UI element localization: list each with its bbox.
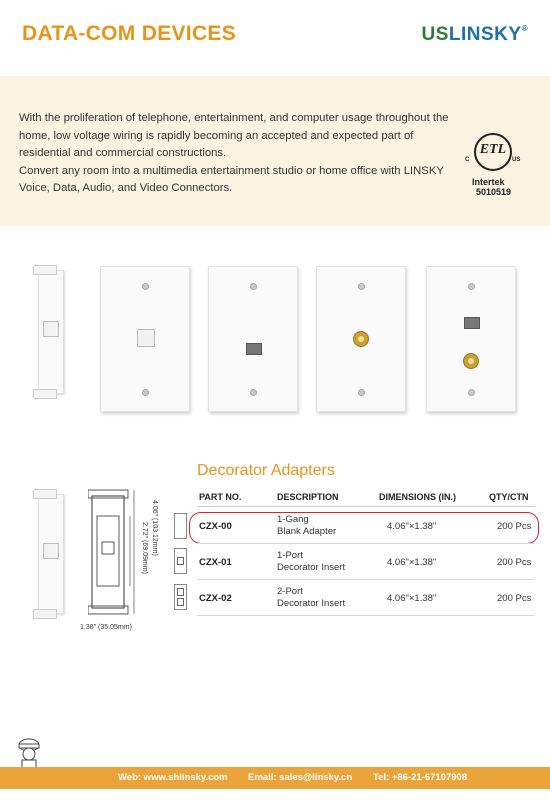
dimensions: 4.06"×1.38" <box>387 557 437 568</box>
dimensions: 4.06"×1.38" <box>387 521 437 532</box>
quantity: 200 Pcs <box>497 593 532 604</box>
cert-us-label: US <box>512 157 521 163</box>
adapter-ear-top <box>33 489 57 499</box>
wall-plate-phone-jack-image <box>208 266 298 412</box>
header-part-no: PART NO. <box>199 492 242 502</box>
logo-reg-mark: ® <box>521 24 528 33</box>
wall-plate-phone-coax-image <box>426 266 516 412</box>
logo-linsky: LINSKY <box>448 24 522 45</box>
cert-number: 5010519 <box>476 187 512 197</box>
screw-icon <box>250 389 257 396</box>
decorator-adapter-image <box>38 270 64 394</box>
part-no: CZX-01 <box>199 557 232 568</box>
description-line1: 2-Port <box>277 586 303 597</box>
description-line2: Blank Adapter <box>277 526 337 537</box>
footer-email[interactable]: Email: sales@linsky.cn <box>248 772 353 783</box>
brand-logo <box>422 24 529 46</box>
description-line2: Decorator Insert <box>277 562 346 573</box>
screw-icon <box>468 283 475 290</box>
quantity: 200 Pcs <box>497 557 532 568</box>
header-dimensions: DIMENSIONS (IN.) <box>379 492 457 502</box>
intro-paragraph-2: Convert any room into a multimedia entertainment studio or home office with LINSKY Voice, Data, Audio, and Video Connectors. <box>19 164 444 194</box>
screw-icon <box>142 283 149 290</box>
intro-text <box>19 110 459 198</box>
part-no: CZX-02 <box>199 593 232 604</box>
blank-adapter-mini-icon <box>174 513 187 539</box>
coax-connector-icon <box>463 353 479 369</box>
phone-jack-icon <box>464 317 480 329</box>
screw-icon <box>358 283 365 290</box>
inner-dimension-label: 2.72" (69.09mm) <box>141 522 148 574</box>
phone-jack-icon <box>246 343 262 355</box>
intro-paragraph-1: With the proliferation of telephone, entertainment, and computer usage throughout the home, low voltage wiring is rapidly becoming an accepted and expected part of residential and commercial constructions. <box>19 112 449 159</box>
description-line1: 1-Port <box>277 550 303 561</box>
wall-plate-1-port-image <box>100 266 190 412</box>
etl-mark-icon: ETL <box>474 133 512 171</box>
screw-icon <box>142 389 149 396</box>
footer-web[interactable]: Web: www.shlinsky.com <box>118 772 228 783</box>
table-row <box>197 582 535 616</box>
cert-company: Intertek <box>472 177 505 187</box>
description-line1: 1-Gang <box>277 514 309 525</box>
description-line2: Decorator Insert <box>277 598 346 609</box>
screw-icon <box>468 389 475 396</box>
screw-icon <box>358 389 365 396</box>
keystone-opening <box>137 329 155 347</box>
height-dimension-label: 4.06" (103.12mm) <box>151 500 158 556</box>
header-description: DESCRIPTION <box>277 492 339 502</box>
coax-connector-icon <box>353 331 369 347</box>
table-row <box>197 546 535 580</box>
header-qty: QTY/CTN <box>489 492 529 502</box>
page-title: DATA-COM DEVICES <box>22 22 237 45</box>
cert-c-label: C <box>465 157 470 163</box>
adapter-ear-bottom <box>33 609 57 619</box>
section-title: Decorator Adapters <box>197 462 335 479</box>
wall-plate-coax-image <box>316 266 406 412</box>
dimensions: 4.06"×1.38" <box>387 593 437 604</box>
footer-bar <box>0 767 550 789</box>
quantity: 200 Pcs <box>497 521 532 532</box>
two-port-mini-icon <box>174 584 187 610</box>
footer-tel: Tel: +86-21-67107908 <box>373 772 468 783</box>
keystone-opening <box>43 321 59 337</box>
logo-us: US <box>421 24 449 45</box>
etl-certification <box>462 133 532 223</box>
width-dimension-label: 1.38" (35.05mm) <box>80 624 132 631</box>
one-port-mini-icon <box>174 548 187 574</box>
adapter-ear-bottom <box>33 389 57 399</box>
screw-icon <box>250 283 257 290</box>
table-row <box>197 510 535 544</box>
part-no: CZX-00 <box>199 521 232 532</box>
decorator-adapter-small-image <box>38 494 64 614</box>
adapter-ear-top <box>33 265 57 275</box>
keystone-opening <box>43 543 59 559</box>
header-divider <box>197 506 535 507</box>
